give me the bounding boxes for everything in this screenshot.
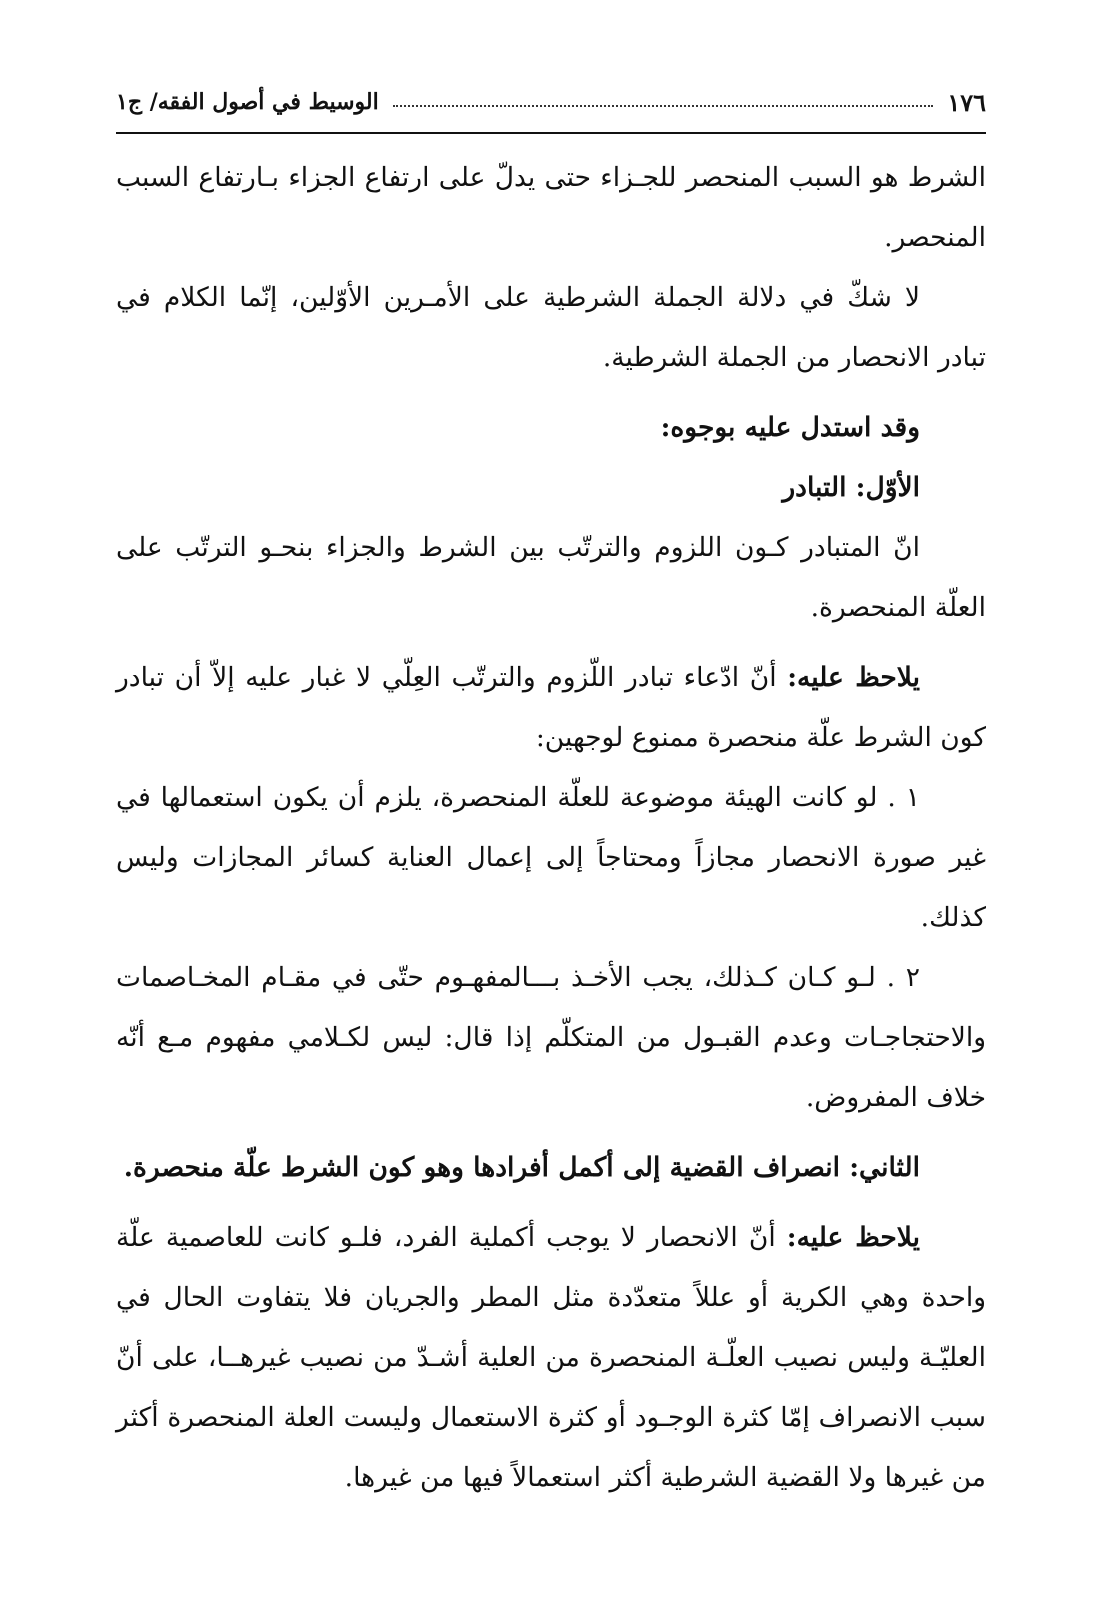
- paragraph-definition: الشرط هو السبب المنحصر للجـزاء حتى يدلّ على ارتفاع الجزاء بـارتفاع السبب المنحصر.: [116, 162, 986, 253]
- paragraph-mutabadir: انّ المتبادر كـون اللزوم والترتّب بين الشرط والجزاء بنحـو الترتّب على العلّة المنحصرة.: [116, 532, 986, 623]
- heading-evidence: وقد استدل عليه بوجوه:: [660, 412, 920, 443]
- observation-text: أنّ ادّعاء تبادر اللّزوم والترتّب العِلّي لا غبار عليه إلاّ أن تبادر كون الشرط علّة منحصرة ممنوع لوجهين:: [116, 662, 986, 753]
- paragraph-observation-2: [116, 1208, 986, 1508]
- page-body: [116, 148, 986, 1508]
- book-title: الوسيط في أصول الفقه/ ج١: [116, 89, 379, 115]
- paragraph-point-2: ٢ . لـو كـان كـذلك، يجب الأخـذ بـــالمفهـوم حتّى في مقـام المخـاصمات والاحتجاجـات وعدم القبـول من المتكلّم إذا قال: ليس لكـلامي مفهوم مـع أنّه خلاف المفروض.: [116, 962, 986, 1113]
- paragraph-point-1: ١ . لو كانت الهيئة موضوعة للعلّة المنحصرة، يلزم أن يكون استعمالها في غير صورة الانحصار مجازاً ومحتاجاً إلى إعمال العناية كسائر المجازات وليس كذلك.: [116, 782, 986, 933]
- paragraph-observation-1: [116, 648, 986, 768]
- page-header: [116, 80, 986, 124]
- document-page: [116, 80, 986, 1508]
- header-rule: [116, 132, 986, 134]
- paragraph-no-doubt: لا شكّ في دلالة الجملة الشرطية على الأمـرين الأوّلين، إنّما الكلام في تبادر الانحصار من الجملة الشرطية.: [116, 282, 986, 373]
- heading-second-insiraf: الثاني: انصراف القضية إلى أكمل أفرادها وهو كون الشرط علّة منحصرة.: [123, 1152, 920, 1183]
- observation-label: يلاحظ عليه:: [787, 662, 920, 693]
- observation-text: أنّ الانحصار لا يوجب أكملية الفرد، فلـو كانت للعاصمية علّة واحدة وهي الكرية أو عللاً متعدّدة مثل المطر والجريان فلا يتفاوت الحال في العليّـة وليس نصيب العلّـة المنحصرة من العلية أشـدّ من نصيب غيرهــا، على أنّ سبب الانصراف إمّا كثرة الوجـود أو كثرة الاستعمال وليست العلة المنحصرة أكثر من غيرها ولا القضية الشرطية أكثر استعمالاً فيها من غيرها.: [116, 1222, 986, 1493]
- observation-label: يلاحظ عليه:: [786, 1222, 920, 1253]
- page-number: ١٧٦: [947, 87, 986, 117]
- heading-first-tabadur: الأوّل: التبادر: [782, 472, 920, 503]
- header-dot-leader: [393, 105, 934, 107]
